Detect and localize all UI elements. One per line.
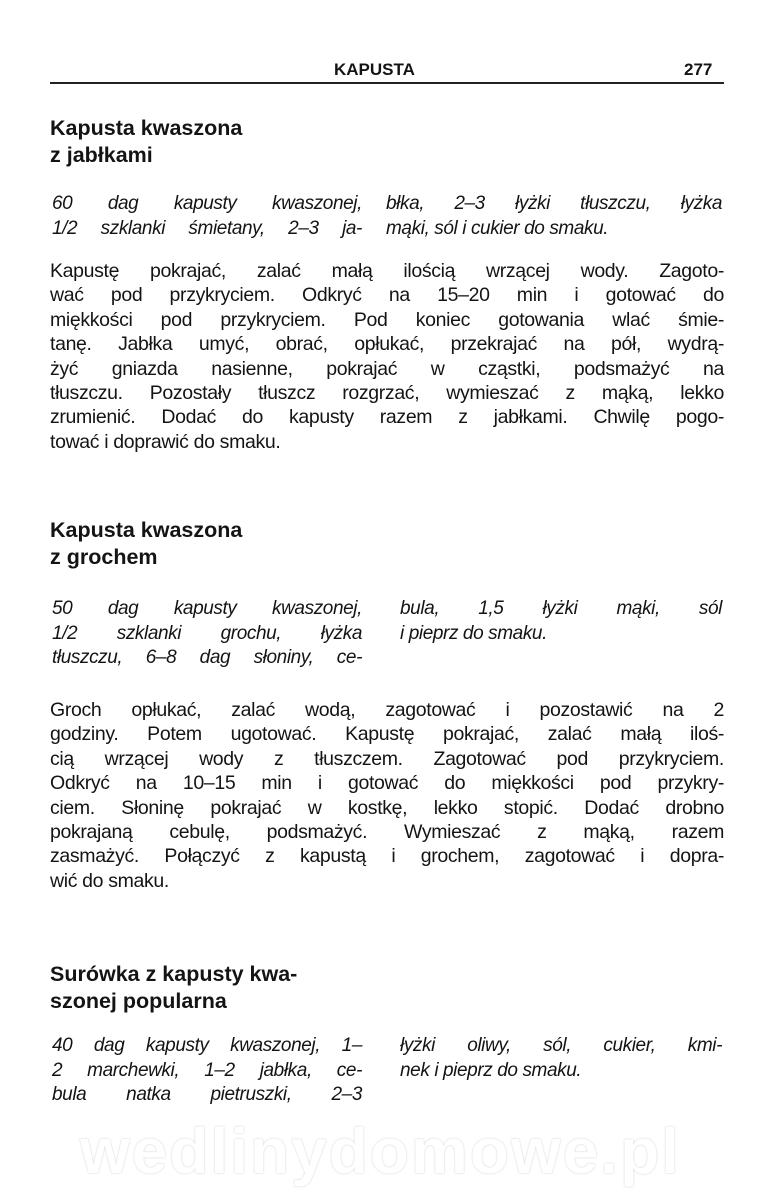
body-line: pokrajaną cebulę, podsmażyć. Wymieszać z mąką, razem — [50, 821, 724, 844]
body-line: ciem. Słoninę pokrajać w kostkę, lekko stopić. Dodać drobno — [50, 796, 724, 819]
ingredient-line: tłuszczu, 6–8 dag słoniny, ce- — [52, 647, 362, 668]
page-number: 277 — [684, 60, 713, 79]
recipe-title — [50, 961, 297, 1015]
title-line: szonej popularna — [50, 989, 227, 1013]
ingredient-line: 40 dag kapusty kwaszonej, 1– — [52, 1035, 362, 1056]
ingredient-line: łyżki oliwy, sól, cukier, kmi- — [400, 1035, 722, 1056]
ingredient-line: błka, 2–3 łyżki tłuszczu, łyżka — [386, 193, 722, 214]
body-line: wić do smaku. — [50, 869, 169, 892]
body-line: Odkryć na 10–15 min i gotować do miękkości pod przykry- — [50, 772, 724, 795]
ingredient-line: 60 dag kapusty kwaszonej, — [52, 193, 362, 214]
ingredient-line: 1/2 szklanki grochu, łyżka — [52, 622, 362, 644]
ingredients-left — [52, 597, 362, 671]
ingredients-right — [400, 1034, 722, 1083]
title-line: Kapusta kwaszona — [50, 116, 243, 140]
ingredient-line: 50 dag kapusty kwaszonej, — [52, 598, 362, 619]
body-line: tować i doprawić do smaku. — [50, 430, 281, 453]
title-line: Surówka z kapusty kwa- — [50, 962, 298, 986]
ingredient-line: i pieprz do smaku. — [400, 622, 547, 644]
ingredient-line: nek i pieprz do smaku. — [400, 1059, 582, 1081]
ingredient-line: 2 marchewki, 1–2 jabłka, ce- — [52, 1059, 362, 1081]
body-line: miękkości pod przykryciem. Pod koniec gotowania wlać śmie- — [50, 308, 724, 331]
ingredient-line: bula, 1,5 łyżki mąki, sól — [400, 598, 722, 619]
recipe-title — [50, 517, 242, 571]
header-rule — [50, 82, 724, 84]
body-line: Groch opłukać, zalać wodą, zagotować i pozostawić na 2 — [50, 699, 724, 721]
body-line: cią wrzącej wody z tłuszczem. Zagotować pod przykryciem. — [50, 747, 724, 770]
ingredient-line: mąki, sól i cukier do smaku. — [386, 217, 609, 239]
body-line: zasmażyć. Połączyć z kapustą i grochem, zagotować i dopra- — [50, 845, 724, 868]
ingredient-line: bula natka pietruszki, 2–3 — [52, 1084, 362, 1105]
title-line: z jabłkami — [50, 143, 153, 167]
body-line: Kapustę pokrajać, zalać małą ilością wrzącej wody. Zagoto- — [50, 260, 724, 282]
title-line: Kapusta kwaszona — [50, 518, 243, 542]
body-line: żyć gniazda nasienne, pokrajać w cząstki, podsmażyć na — [50, 357, 724, 380]
body-line: zrumienić. Dodać do kapusty razem z jabłkami. Chwilę pogo- — [50, 406, 724, 429]
body-line: godziny. Potem ugotować. Kapustę pokrajać, zalać małą iloś- — [50, 723, 724, 746]
recipe-title — [50, 115, 242, 169]
body-line: wać pod przykryciem. Odkryć na 15–20 min i gotować do — [50, 284, 724, 307]
running-header-section: KAPUSTA — [334, 60, 415, 79]
body-line: tanę. Jabłka umyć, obrać, opłukać, przekrajać na pół, wydrą- — [50, 333, 724, 356]
ingredients-right — [386, 192, 722, 241]
body-line: tłuszczu. Pozostały tłuszcz rozgrzać, wymieszać z mąką, lekko — [50, 382, 724, 405]
recipe-instructions — [50, 259, 724, 454]
ingredient-line: 1/2 szklanki śmietany, 2–3 ja- — [52, 217, 362, 239]
ingredients-left — [52, 192, 362, 241]
title-line: z grochem — [50, 545, 158, 569]
ingredients-left — [52, 1034, 362, 1108]
recipe-instructions — [50, 698, 724, 893]
ingredients-right — [400, 597, 722, 646]
watermark: wedlinydomowe.pl — [80, 1115, 681, 1187]
